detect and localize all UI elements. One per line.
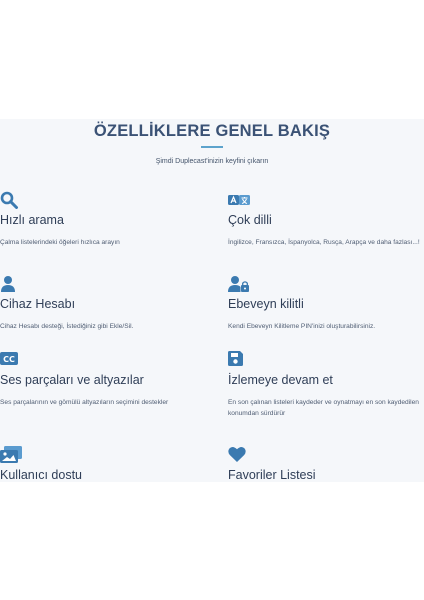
feature-description: Kendi Ebeveyn Kilitleme PIN'inizi oluşturabilirsiniz. <box>228 323 376 330</box>
feature-title: Çok dilli <box>228 213 272 227</box>
feature-title: İzlemeye devam et <box>228 373 333 387</box>
heart-icon <box>228 446 248 464</box>
features-panel <box>0 119 424 482</box>
user-lock-icon <box>228 275 248 293</box>
title-underline <box>201 146 223 148</box>
section-title: ÖZELLİKLERE GENEL BAKIŞ <box>93 122 331 140</box>
section-subtitle: Şimdi Duplecast'inizin keyfini çıkarın <box>155 158 269 165</box>
feature-description: En son çalınan listeleri kaydeder ve oynatmayı en son kaydedilen konumdan sürdürür <box>228 399 419 417</box>
feature-description: Ses parçalarının ve gömülü altyazıların seçimini destekler <box>0 399 169 406</box>
feature-title: Kullanıcı dostu <box>0 468 82 482</box>
images-icon <box>0 446 20 464</box>
feature-description: Çalma listelerindeki öğeleri hızlıca arayın <box>0 239 120 246</box>
translate-icon <box>228 191 248 209</box>
svg-text:CC: CC <box>3 355 15 364</box>
feature-description: İngilizce, Fransızca, İspanyolca, Rusça, Arapça ve daha fazlası...! <box>228 239 420 246</box>
search-icon <box>0 191 20 209</box>
feature-title: Ses parçaları ve altyazılar <box>0 373 144 387</box>
save-icon <box>228 351 248 369</box>
closed-captions-icon <box>0 351 20 369</box>
feature-title: Cihaz Hesabı <box>0 297 76 311</box>
feature-description: Cihaz Hesabı desteği, İstediğiniz gibi Ekle/Sil. <box>0 323 134 330</box>
feature-title: Favoriler Listesi <box>228 468 316 482</box>
feature-title: Ebeveyn kilitli <box>228 297 304 311</box>
feature-title: Hızlı arama <box>0 213 64 227</box>
user-icon <box>0 275 20 293</box>
